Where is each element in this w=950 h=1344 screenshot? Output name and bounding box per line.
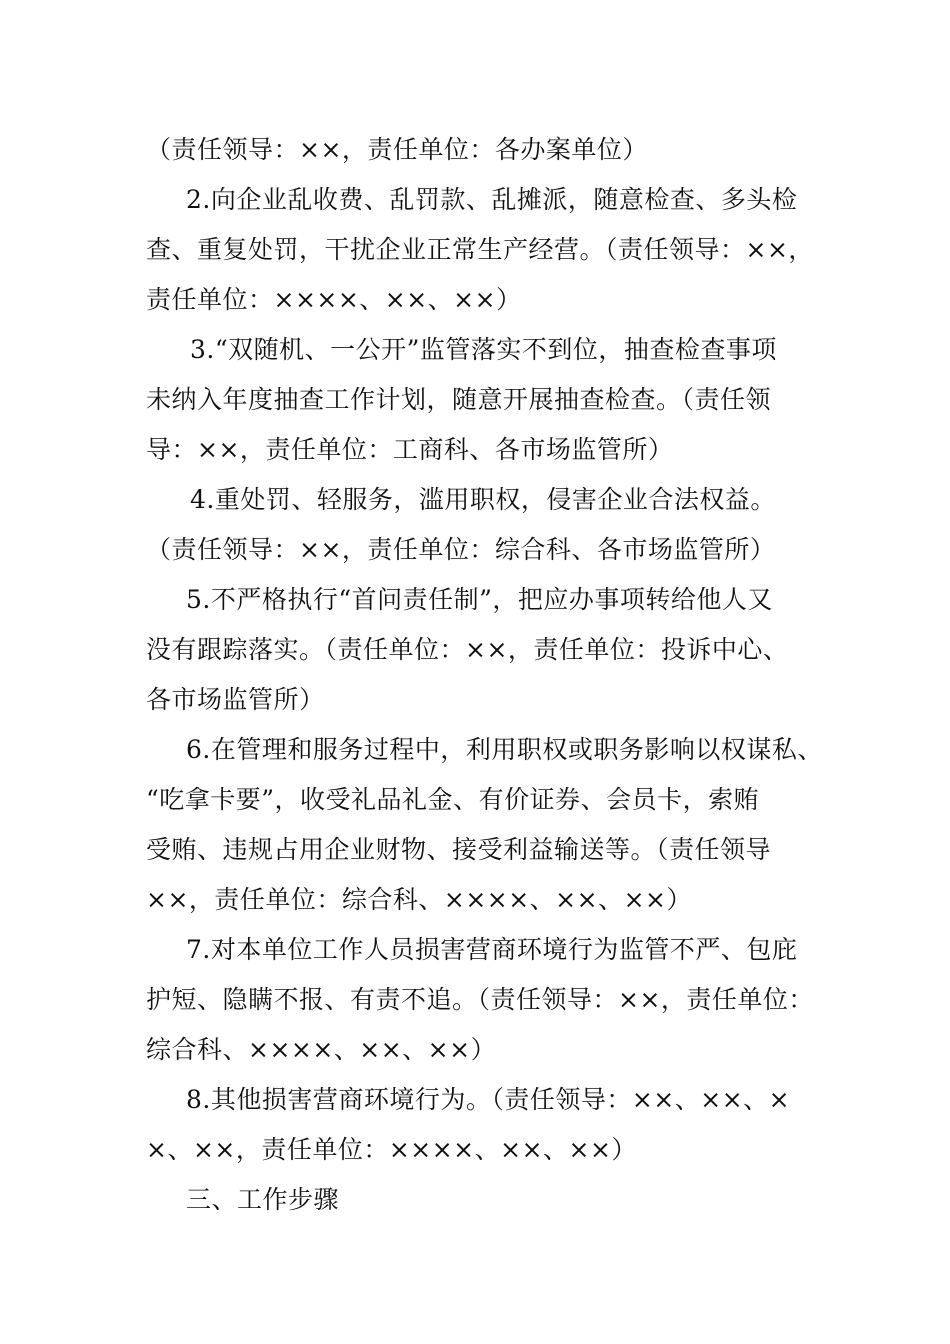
text-line: 护短、隐瞒不报、有责不追。（责任领导：××，责任单位： <box>146 985 814 1014</box>
paragraph-6-start: 6.在管理和服务过程中，利用职权或职务影响以权谋私、 <box>186 735 823 764</box>
paragraph-3-start: 3.“双随机、一公开”监管落实不到位，抽查检查事项 <box>190 335 777 364</box>
paragraph-4-start: 4.重处罚、轻服务，滥用职权，侵害企业合法权益。 <box>190 485 776 514</box>
paragraph-8-start: 8.其他损害营商环境行为。（责任领导：××、××、× <box>186 1085 791 1114</box>
paragraph-5-start: 5.不严格执行“首问责任制”，把应办事项转给他人又 <box>186 585 773 614</box>
text-line: 综合科、××××、××、××） <box>146 1035 497 1064</box>
text-line: “吃拿卡要”，收受礼品礼金、有价证券、会员卡，索贿 <box>146 785 760 814</box>
text-line: 导：××，责任单位：工商科、各市场监管所） <box>146 435 674 464</box>
text-line: 受贿、违规占用企业财物、接受利益输送等。（责任领导 <box>146 835 772 864</box>
text-line: 查、重复处罚，干扰企业正常生产经营。（责任领导：××， <box>146 235 814 264</box>
paragraph-2-start: 2.向企业乱收费、乱罚款、乱摊派，随意检查、多头检 <box>186 185 798 214</box>
text-line: 未纳入年度抽查工作计划，随意开展抽查检查。（责任领 <box>146 385 772 414</box>
text-line: （责任领导：××，责任单位：综合科、各市场监管所） <box>146 535 776 564</box>
section-heading: 三、工作步骤 <box>186 1185 340 1214</box>
paragraph-7-start: 7.对本单位工作人员损害营商环境行为监管不严、包庇 <box>186 935 798 964</box>
text-line: ×、××，责任单位：××××、××、××） <box>146 1135 637 1164</box>
text-line: ××，责任单位：综合科、××××、××、××） <box>146 885 692 914</box>
text-line: 各市场监管所） <box>146 685 325 714</box>
text-line: 责任单位：××××、××、××） <box>146 285 522 314</box>
text-line: （责任领导：××，责任单位：各办案单位） <box>146 135 648 164</box>
text-line: 没有跟踪落实。（责任单位：××，责任单位：投诉中心、 <box>146 635 789 664</box>
